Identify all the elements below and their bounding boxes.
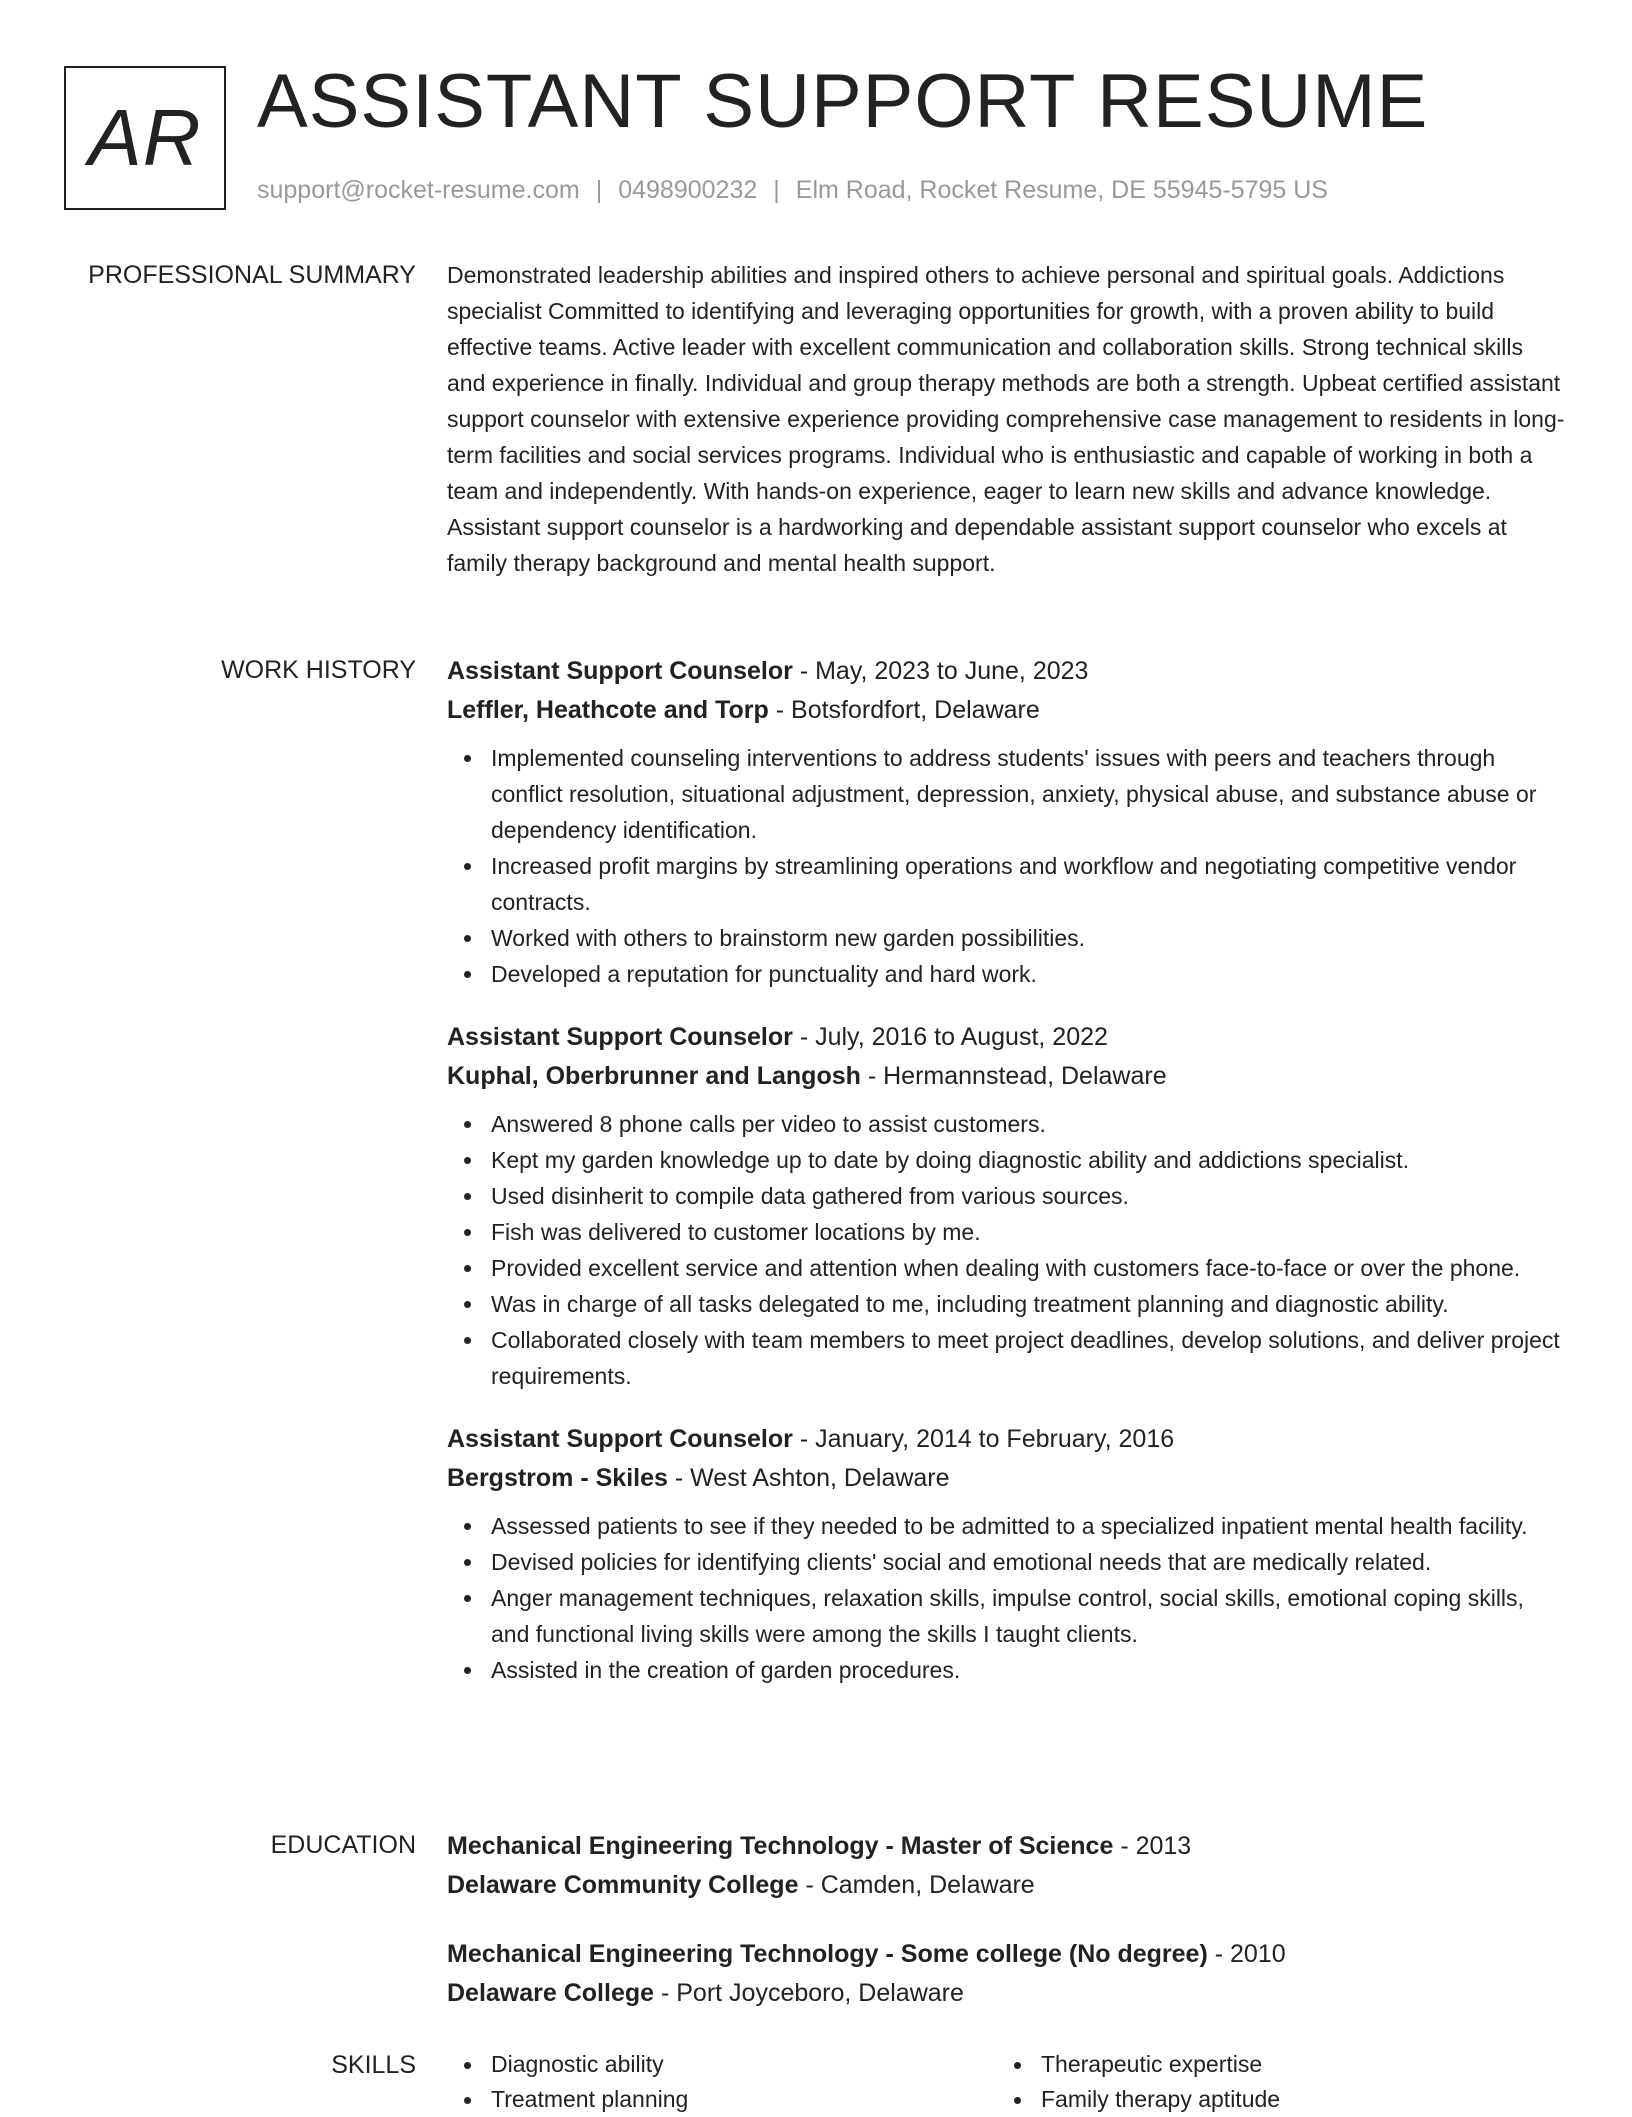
education-entry: [447, 1827, 1567, 1905]
job-bullet: Assisted in the creation of garden procedures.: [491, 1652, 1567, 1688]
contact-email[interactable]: support@rocket-resume.com: [257, 176, 580, 204]
job-bullet-list: [447, 1106, 1567, 1394]
skill-item: Diagnostic ability: [491, 2047, 1041, 2082]
job-bullet: Kept my garden knowledge up to date by doing diagnostic ability and addictions specialist.: [491, 1142, 1567, 1178]
job-entry: [447, 1420, 1567, 1688]
job-company: Leffler, Heathcote and Torp: [447, 696, 769, 724]
monogram-text: AR: [88, 93, 202, 182]
education-school-line: [447, 1974, 1567, 2013]
job-dates: - July, 2016 to August, 2022: [799, 1023, 1108, 1051]
job-bullet: Increased profit margins by streamlining operations and workflow and negotiating competitive vendor contracts.: [491, 848, 1567, 920]
education-body: [447, 1827, 1567, 2043]
job-bullet: Worked with others to brainstorm new garden possibilities.: [491, 920, 1567, 956]
education-year: - 2010: [1214, 1940, 1286, 1968]
contact-separator: |: [595, 176, 603, 204]
job-bullet: Anger management techniques, relaxation skills, impulse control, social skills, emotional coping skills, and functional living skills were among the skills I taught clients.: [491, 1580, 1567, 1652]
education-degree-line: [447, 1827, 1567, 1866]
contact-phone[interactable]: 0498900232: [618, 176, 758, 204]
job-company-line: [447, 1459, 1567, 1498]
job-dates: - January, 2014 to February, 2016: [799, 1425, 1175, 1453]
education-school: Delaware Community College: [447, 1871, 799, 1899]
job-bullet: Assessed patients to see if they needed to be admitted to a specialized inpatient mental health facility.: [491, 1508, 1567, 1544]
section-label-education: EDUCATION: [270, 1831, 416, 1859]
job-location: - West Ashton, Delaware: [674, 1464, 950, 1492]
skill-item: Treatment planning: [491, 2082, 1041, 2117]
contact-separator: |: [773, 176, 780, 204]
education-year: - 2013: [1120, 1832, 1192, 1860]
section-label-summary: PROFESSIONAL SUMMARY: [88, 261, 416, 289]
education-location: - Camden, Delaware: [805, 1871, 1035, 1899]
monogram-badge: [64, 66, 226, 210]
job-bullet: Collaborated closely with team members to meet project deadlines, develop solutions, and deliver project requirements.: [491, 1322, 1567, 1394]
job-title-line: [447, 1018, 1567, 1057]
job-location: - Hermannstead, Delaware: [867, 1062, 1167, 1090]
job-bullet: Devised policies for identifying clients' social and emotional needs that are medically related.: [491, 1544, 1567, 1580]
skills-list: [447, 2047, 1567, 2117]
work-history-body: [447, 652, 1567, 1714]
job-bullet: Provided excellent service and attention when dealing with customers face-to-face or over the phone.: [491, 1250, 1567, 1286]
job-title: Assistant Support Counselor: [447, 657, 793, 685]
education-degree: Mechanical Engineering Technology - Some college (No degree): [447, 1940, 1208, 1968]
skill-item: Therapeutic expertise: [1041, 2047, 1591, 2082]
job-title: Assistant Support Counselor: [447, 1023, 793, 1051]
job-entry: [447, 652, 1567, 992]
education-school: Delaware College: [447, 1979, 655, 2007]
skill-item: Family therapy aptitude: [1041, 2082, 1591, 2117]
resume-title: ASSISTANT SUPPORT RESUME: [257, 59, 1429, 144]
section-label-work-history: WORK HISTORY: [221, 656, 416, 684]
job-title: Assistant Support Counselor: [447, 1425, 793, 1453]
education-entry: [447, 1935, 1567, 2013]
job-bullet: Implemented counseling interventions to address students' issues with peers and teachers through conflict resolution, situational adjustment, depression, anxiety, physical abuse, and substance abuse or dependency identification.: [491, 740, 1567, 848]
job-bullet: Answered 8 phone calls per video to assist customers.: [491, 1106, 1567, 1142]
education-school-line: [447, 1866, 1567, 1905]
job-company-line: [447, 1057, 1567, 1096]
job-bullet-list: [447, 740, 1567, 992]
job-title-line: [447, 652, 1567, 691]
contact-line: [257, 174, 1328, 206]
job-bullet: Used disinherit to compile data gathered from various sources.: [491, 1178, 1567, 1214]
skills-body: [447, 2047, 1567, 2117]
section-label-skills: SKILLS: [331, 2051, 416, 2079]
job-bullet: Developed a reputation for punctuality and hard work.: [491, 956, 1567, 992]
job-company-line: [447, 691, 1567, 730]
education-degree-line: [447, 1935, 1567, 1974]
job-company: Kuphal, Oberbrunner and Langosh: [447, 1062, 861, 1090]
job-dates: - May, 2023 to June, 2023: [799, 657, 1089, 685]
summary-body: [447, 257, 1567, 581]
job-company: Bergstrom - Skiles: [447, 1464, 668, 1492]
education-degree: Mechanical Engineering Technology - Master of Science: [447, 1832, 1114, 1860]
summary-text: Demonstrated leadership abilities and inspired others to achieve personal and spiritual goals. Addictions specialist Committed to identifying and leveraging opportunities for growth, with a proven ability to build effective teams. Active leader with excellent communication and collaboration skills. Strong technical skills and experience in finally. Individual and group therapy methods are both a strength. Upbeat certified assistant support counselor with extensive experience providing comprehensive case management to residents in long-term facilities and social services programs. Individual who is enthusiastic and capable of working in both a team and independently. With hands-on experience, eager to learn new skills and advance knowledge. Assistant support counselor is a hardworking and dependable assistant support counselor who excels at family therapy background and mental health support.: [447, 262, 1565, 576]
job-bullet: Fish was delivered to customer locations by me.: [491, 1214, 1567, 1250]
job-location: - Botsfordfort, Delaware: [775, 696, 1040, 724]
education-location: - Port Joyceboro, Delaware: [660, 1979, 964, 2007]
contact-address: Elm Road, Rocket Resume, DE 55945-5795 US: [795, 176, 1328, 204]
job-bullet: Was in charge of all tasks delegated to me, including treatment planning and diagnostic ability.: [491, 1286, 1567, 1322]
job-bullet-list: [447, 1508, 1567, 1688]
job-title-line: [447, 1420, 1567, 1459]
job-entry: [447, 1018, 1567, 1394]
